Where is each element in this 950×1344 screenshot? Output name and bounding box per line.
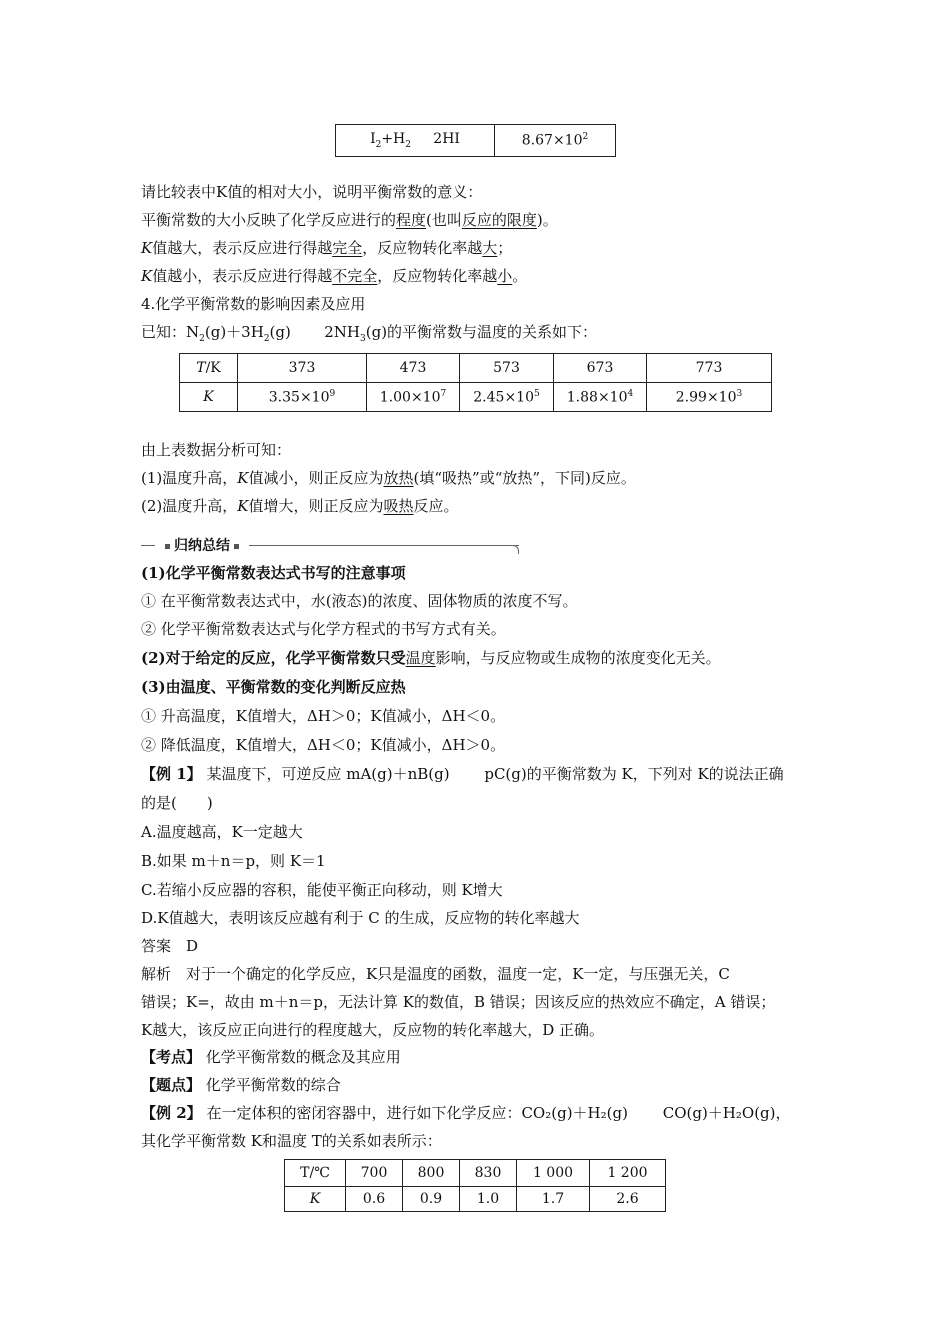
paragraph-meaning: 平衡常数的大小反映了化学反应进行的程度(也叫反应的限度)。: [141, 211, 558, 229]
temp-cell: 773: [647, 354, 772, 383]
option-c: C.若缩小反应器的容积，能使平衡正向移动，则 K增大: [141, 881, 503, 899]
summary-point-1: (1)化学平衡常数表达式书写的注意事项: [141, 564, 406, 582]
header-T: T/K: [180, 354, 238, 383]
summary-point-3a: ① 升高温度，K值增大，ΔH＞0；K值减小，ΔH＜0。: [141, 707, 506, 725]
k-cell: $2.99\times 10^3$: [647, 383, 772, 412]
square-bullet-icon: [234, 544, 239, 549]
temp-cell: 373: [238, 354, 367, 383]
paragraph-k-small: K值越小，表示反应进行得越不完全，反应物转化率越小。: [141, 267, 528, 285]
summary-point-1a: ① 在平衡常数表达式中，水(液态)的浓度、固体物质的浓度不写。: [141, 592, 578, 610]
summary-point-2: (2)对于给定的反应，化学平衡常数只受温度影响，与反应物或生成物的浓度变化无关。: [141, 649, 721, 667]
option-b: B.如果 m＋n＝p，则 K＝1: [141, 852, 326, 870]
answer: 答案 D: [141, 937, 199, 955]
temp-cell: 700: [346, 1160, 403, 1187]
k-cell: 0.9: [403, 1187, 460, 1212]
temp-cell: 1 000: [517, 1160, 590, 1187]
temp-cell: 573: [460, 354, 554, 383]
temp-cell: 673: [554, 354, 647, 383]
section-4-heading: 4.化学平衡常数的影响因素及应用: [141, 295, 366, 313]
explanation-line-2: 错误；K=，故由 m＋n＝p，无法计算 K的数值，B 错误；因该反应的热效应不确定，A 错误；: [141, 993, 776, 1011]
analysis-1: (1)温度升高，K值减小，则正反应为放热(填“吸热”或“放热”，下同)反应。: [141, 469, 636, 487]
k-cell: 0.6: [346, 1187, 403, 1212]
hi-k-cell: $8.67\times 10^2$: [495, 125, 616, 157]
summary-point-1b: ② 化学平衡常数表达式与化学方程式的书写方式有关。: [141, 620, 506, 638]
temp-cell: 830: [460, 1160, 517, 1187]
knowledge-point: 【考点】 化学平衡常数的概念及其应用: [141, 1048, 401, 1066]
nh3-k-table: [179, 353, 772, 412]
k-cell: $1.88\times 10^4$: [554, 383, 647, 412]
explanation-line-3: K越大，该反应正向进行的程度越大，反应物的转化率越大，D 正确。: [141, 1021, 605, 1039]
paragraph-compare: 请比较表中K值的相对大小，说明平衡常数的意义：: [141, 183, 483, 201]
hi-table: [335, 124, 616, 157]
temp-cell: 473: [367, 354, 460, 383]
k-cell: 2.6: [590, 1187, 666, 1212]
k-cell: 1.0: [460, 1187, 517, 1212]
question-point: 【题点】 化学平衡常数的综合: [141, 1076, 341, 1094]
k-cell: $1.00\times 10^7$: [367, 383, 460, 412]
temp-cell: 1 200: [590, 1160, 666, 1187]
example-2-question-cont: 其化学平衡常数 K和温度 T的关系如表所示：: [141, 1132, 442, 1150]
example-2-question: 【例 2】 在一定体积的密闭容器中，进行如下化学反应：CO₂(g)＋H₂(g) CO(g)＋H₂O(g)，: [141, 1104, 791, 1122]
option-d: D.K值越大，表明该反应越有利于 C 的生成，反应物的转化率越大: [141, 909, 580, 927]
summary-title: 归纳总结: [174, 538, 230, 554]
co-k-table: [284, 1159, 666, 1212]
header-K: K: [180, 383, 238, 412]
k-cell: 1.7: [517, 1187, 590, 1212]
known-reaction: 已知：$N_2(g)+3H_2(g)$ $2NH_3(g)$的平衡常数与温度的关系如下：: [141, 323, 598, 344]
square-bullet-icon: [165, 544, 170, 549]
hi-reaction-cell: $I_2+H_2$ 2HI: [336, 125, 495, 157]
explanation-line-1: 解析 对于一个确定的化学反应，K只是温度的函数，温度一定，K一定，与压强无关，C: [141, 965, 730, 983]
paragraph-k-large: K值越大，表示反应进行得越完全，反应物转化率越大；: [141, 239, 513, 257]
example-1-question-cont: 的是( ): [141, 794, 213, 812]
option-a: A.温度越高，K一定越大: [141, 823, 303, 841]
example-1-question: 【例 1】 某温度下，可逆反应 mA(g)＋nB(g) pC(g)的平衡常数为 K，下列对 K的说法正确: [141, 765, 784, 783]
k-cell: $3.35\times 10^9$: [238, 383, 367, 412]
summary-banner: [141, 536, 519, 556]
temp-cell: 800: [403, 1160, 460, 1187]
analysis-intro: 由上表数据分析可知：: [141, 441, 292, 459]
header-T-celsius: T/℃: [285, 1160, 346, 1187]
analysis-2: (2)温度升高，K值增大，则正反应为吸热反应。: [141, 497, 459, 515]
summary-point-3: (3)由温度、平衡常数的变化判断反应热: [141, 678, 406, 696]
summary-point-3b: ② 降低温度，K值增大，ΔH＜0；K值减小，ΔH＞0。: [141, 736, 506, 754]
header-K: K: [285, 1187, 346, 1212]
k-cell: $2.45\times 10^5$: [460, 383, 554, 412]
